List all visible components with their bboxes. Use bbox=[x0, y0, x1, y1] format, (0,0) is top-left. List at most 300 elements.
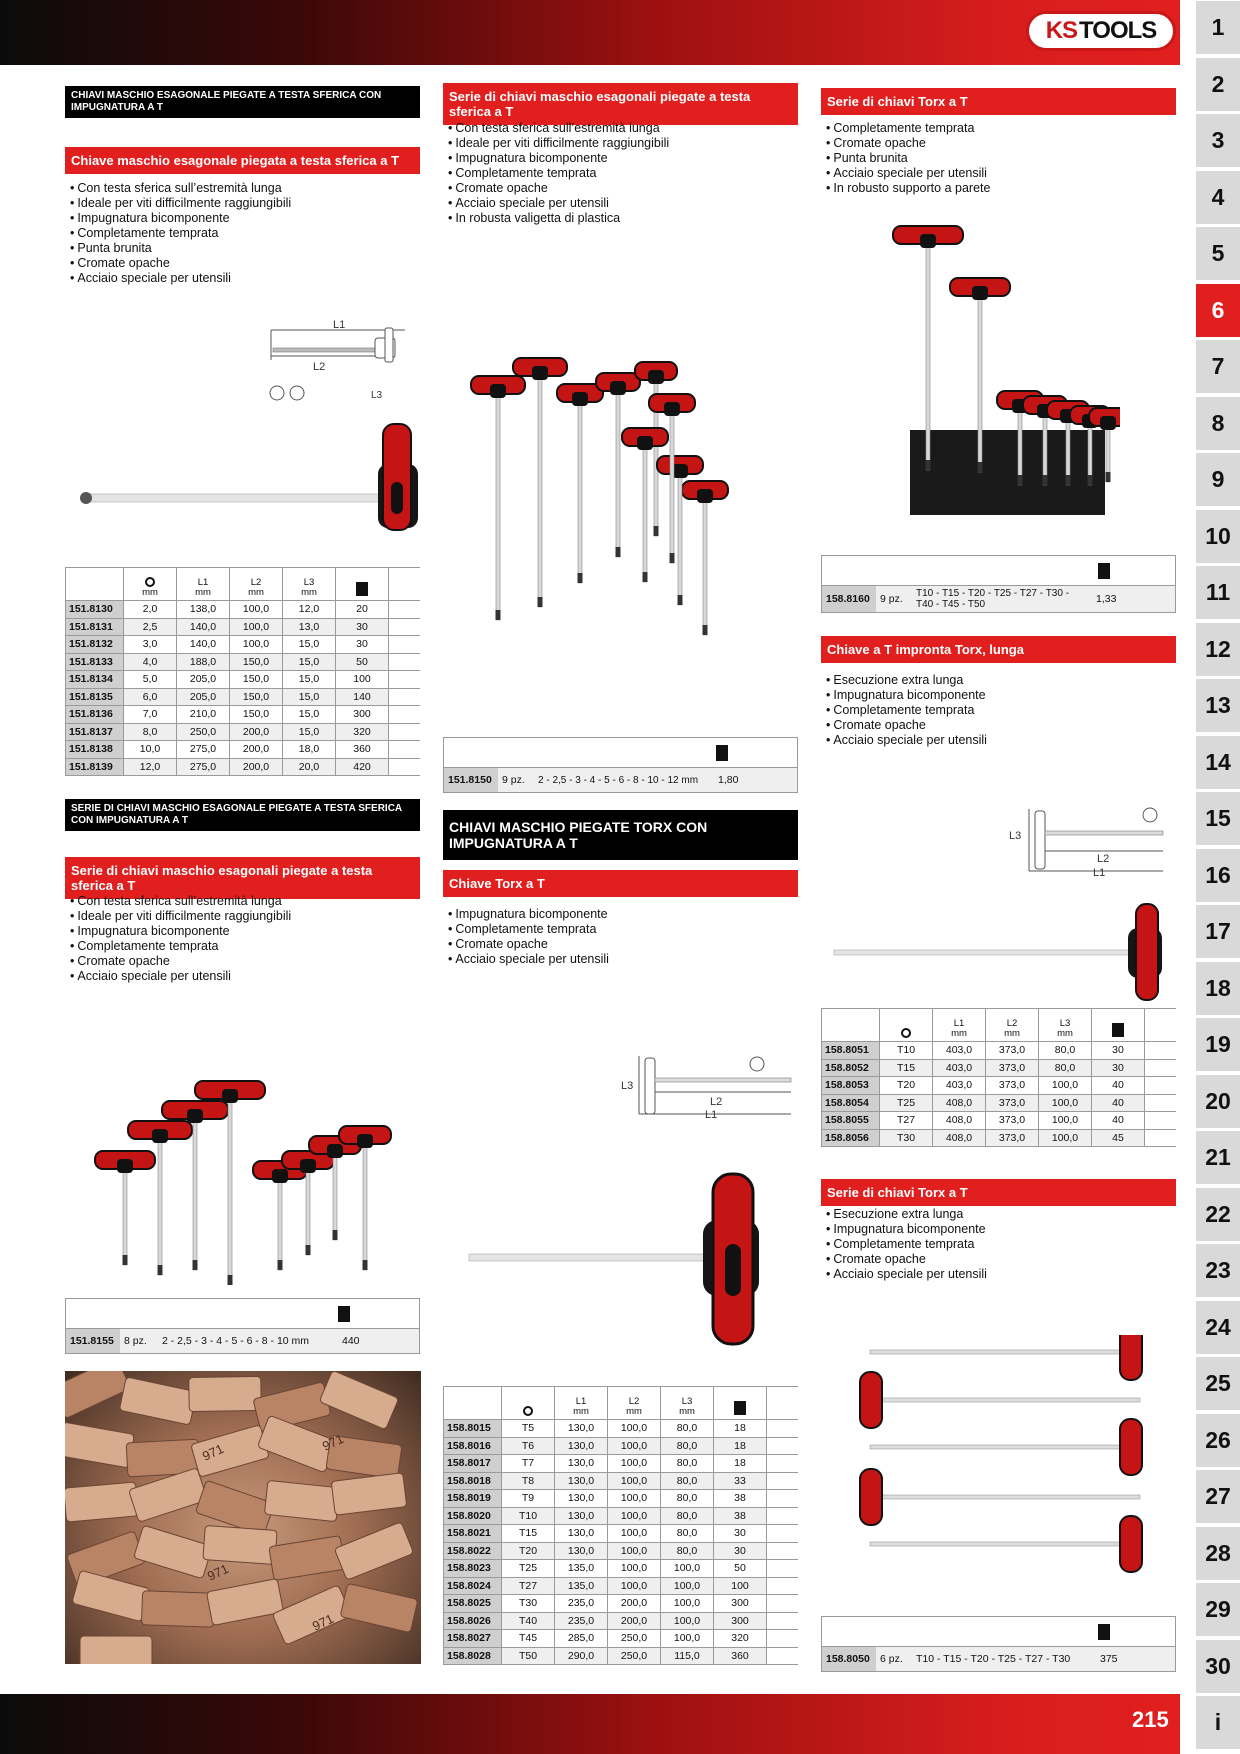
ingot-stamp: 971 bbox=[319, 1430, 346, 1454]
ingot-stamp: 971 bbox=[204, 1560, 231, 1584]
table-cell: 235,0 bbox=[555, 1612, 608, 1630]
feature-item: • In robusta valigetta di plastica bbox=[448, 211, 798, 226]
table-cell: T6 bbox=[502, 1437, 555, 1455]
feature-item: • Ideale per viti difficilmente raggiungibili bbox=[448, 136, 798, 151]
socket-size-icon bbox=[145, 577, 155, 587]
copper-ingot bbox=[206, 1578, 283, 1625]
table-cell: 135,0 bbox=[555, 1560, 608, 1578]
table-cell: 80,0 bbox=[661, 1472, 714, 1490]
column-header: L1 mm bbox=[555, 1387, 608, 1420]
ks-tools-logo[interactable] bbox=[1026, 11, 1176, 51]
tab-15[interactable]: 15 bbox=[1196, 792, 1240, 845]
feature-item: • Cromate opache bbox=[448, 181, 798, 196]
hex-key-dimension-diagram bbox=[265, 318, 420, 408]
table-cell: 373,0 bbox=[986, 1129, 1039, 1147]
table-cell: 100,0 bbox=[1039, 1129, 1092, 1147]
table-cell: 420 bbox=[336, 758, 389, 776]
copper-ingot bbox=[189, 1376, 262, 1411]
table-row bbox=[822, 1059, 1177, 1077]
table-cell: 100,0 bbox=[608, 1525, 661, 1543]
tab-22[interactable]: 22 bbox=[1196, 1188, 1240, 1241]
table-row bbox=[444, 1437, 799, 1455]
article-code: 158.8052 bbox=[822, 1059, 880, 1077]
table-cell: 12,0 bbox=[283, 601, 336, 619]
label-l2: L2 bbox=[313, 361, 326, 373]
copper-ingot bbox=[272, 1585, 352, 1645]
torx-key-image bbox=[465, 1172, 800, 1347]
table-cell: 360 bbox=[336, 741, 389, 759]
table-cell: 100,0 bbox=[608, 1560, 661, 1578]
table-cell: 130,0 bbox=[555, 1437, 608, 1455]
table-row bbox=[444, 1542, 799, 1560]
table-cell: 200,0 bbox=[608, 1612, 661, 1630]
left-product2-features bbox=[70, 894, 420, 984]
table-cell: T10 bbox=[502, 1507, 555, 1525]
copper-ingot bbox=[134, 1525, 213, 1579]
table-row bbox=[444, 1525, 799, 1543]
table-cell: T8 bbox=[502, 1472, 555, 1490]
feature-item: • Impugnatura bicomponente bbox=[448, 151, 798, 166]
feature-item: • Cromate opache bbox=[70, 954, 420, 969]
table-cell: 300 bbox=[714, 1595, 767, 1613]
left-spec-table bbox=[65, 567, 420, 776]
table-cell: 100,0 bbox=[1039, 1077, 1092, 1095]
article-code: 158.8027 bbox=[444, 1630, 502, 1648]
ingot-stamp: 971 bbox=[309, 1610, 336, 1634]
article-code: 158.8020 bbox=[444, 1507, 502, 1525]
table-cell: 45 bbox=[1092, 1129, 1145, 1147]
tab-21[interactable]: 21 bbox=[1196, 1131, 1240, 1184]
table-cell: 188,0 bbox=[177, 653, 230, 671]
table-cell: 80,0 bbox=[661, 1542, 714, 1560]
long-torx-key-0 bbox=[870, 1335, 1142, 1380]
long-torx-key-4 bbox=[870, 1516, 1142, 1572]
tab-12[interactable]: 12 bbox=[1196, 623, 1240, 676]
table-cell: 373,0 bbox=[986, 1042, 1039, 1060]
tab-24[interactable]: 24 bbox=[1196, 1301, 1240, 1354]
feature-item: • Acciaio speciale per utensili bbox=[826, 166, 1176, 181]
socket-size-icon bbox=[523, 1406, 533, 1416]
row-spacer bbox=[767, 1455, 799, 1473]
feature-item: • Esecuzione extra lunga bbox=[826, 673, 1176, 688]
row-spacer bbox=[1145, 1077, 1177, 1095]
table-cell: 373,0 bbox=[986, 1059, 1039, 1077]
table-cell: 80,0 bbox=[1039, 1059, 1092, 1077]
table-cell: 100,0 bbox=[608, 1472, 661, 1490]
row-spacer bbox=[767, 1612, 799, 1630]
table-cell: 80,0 bbox=[661, 1455, 714, 1473]
tab-2[interactable]: 2 bbox=[1196, 58, 1240, 111]
table-cell: 100 bbox=[336, 671, 389, 689]
tab-5[interactable]: 5 bbox=[1196, 227, 1240, 280]
table-cell: 80,0 bbox=[661, 1420, 714, 1438]
feature-item: • Con testa sferica sull’estremità lunga bbox=[448, 121, 798, 136]
table-cell: 80,0 bbox=[661, 1525, 714, 1543]
article-code: 151.8132 bbox=[66, 636, 124, 654]
feature-item: • Acciaio speciale per utensili bbox=[70, 271, 420, 286]
table-cell: 403,0 bbox=[933, 1077, 986, 1095]
table-cell: 100,0 bbox=[608, 1577, 661, 1595]
header-blank bbox=[822, 1009, 880, 1042]
table-cell: 30 bbox=[1092, 1059, 1145, 1077]
table-cell: 140,0 bbox=[177, 618, 230, 636]
set-pieces: 9 pz. bbox=[880, 593, 903, 605]
table-cell: 100,0 bbox=[661, 1595, 714, 1613]
row-spacer bbox=[767, 1472, 799, 1490]
article-code: 158.8018 bbox=[444, 1472, 502, 1490]
feature-item: • Ideale per viti difficilmente raggiungibili bbox=[70, 196, 420, 211]
tab-9[interactable]: 9 bbox=[1196, 453, 1240, 506]
set-sizes: T10 - T15 - T20 - T25 - T27 - T30 bbox=[916, 1653, 1071, 1665]
feature-item: • Cromate opache bbox=[826, 1252, 1176, 1267]
right-spec-table bbox=[821, 1008, 1176, 1147]
table-cell: 408,0 bbox=[933, 1094, 986, 1112]
tab-4[interactable]: 4 bbox=[1196, 171, 1240, 224]
long-torx-key-3 bbox=[860, 1469, 1140, 1525]
row-spacer bbox=[767, 1420, 799, 1438]
middle-product-features bbox=[448, 121, 798, 226]
feature-item: • Punta brunita bbox=[70, 241, 420, 256]
table-cell: 250,0 bbox=[177, 723, 230, 741]
table-cell: T10 bbox=[880, 1042, 933, 1060]
tab-i[interactable]: i bbox=[1196, 1696, 1240, 1749]
hex-key-1 bbox=[128, 1121, 192, 1275]
tab-28[interactable]: 28 bbox=[1196, 1527, 1240, 1580]
feature-item: • Esecuzione extra lunga bbox=[826, 1207, 1176, 1222]
header-spacer bbox=[389, 568, 421, 601]
article-code: 158.8015 bbox=[444, 1420, 502, 1438]
left-product1-title: Chiave maschio esagonale piegata a testa sferica a T bbox=[65, 147, 420, 174]
table-cell: 40 bbox=[1092, 1077, 1145, 1095]
feature-item: • Completamente temprata bbox=[70, 939, 420, 954]
label-l1: L1 bbox=[333, 319, 346, 331]
set-sizes: 2 - 2,5 - 3 - 4 - 5 - 6 - 8 - 10 mm bbox=[162, 1335, 310, 1347]
table-cell: 100,0 bbox=[230, 601, 283, 619]
table-cell: 15,0 bbox=[283, 723, 336, 741]
label-l3: L3 bbox=[1009, 830, 1022, 842]
table-cell: T27 bbox=[502, 1577, 555, 1595]
tab-20[interactable]: 20 bbox=[1196, 1075, 1240, 1128]
table-cell: 2,0 bbox=[124, 601, 177, 619]
table-cell: 130,0 bbox=[555, 1542, 608, 1560]
article-code: 158.8016 bbox=[444, 1437, 502, 1455]
set-weight: 1,80 bbox=[718, 774, 739, 786]
table-row bbox=[66, 618, 421, 636]
set-code: 158.8160 bbox=[822, 586, 876, 612]
table-cell: 18,0 bbox=[283, 741, 336, 759]
article-code: 151.8137 bbox=[66, 723, 124, 741]
table-cell: 150,0 bbox=[230, 653, 283, 671]
article-code: 158.8022 bbox=[444, 1542, 502, 1560]
table-cell: 30 bbox=[714, 1542, 767, 1560]
table-cell: 12,0 bbox=[124, 758, 177, 776]
table-cell: T5 bbox=[502, 1420, 555, 1438]
copper-ingot bbox=[203, 1526, 277, 1565]
long-torx-dimension-diagram bbox=[1005, 805, 1170, 880]
row-spacer bbox=[389, 636, 421, 654]
article-code: 158.8025 bbox=[444, 1595, 502, 1613]
table-cell: T40 bbox=[502, 1612, 555, 1630]
tab-27[interactable]: 27 bbox=[1196, 1470, 1240, 1523]
right-set1-summary bbox=[821, 555, 1176, 613]
table-cell: 30 bbox=[714, 1525, 767, 1543]
table-cell: 200,0 bbox=[230, 758, 283, 776]
row-spacer bbox=[767, 1560, 799, 1578]
column-header: L2 mm bbox=[986, 1009, 1039, 1042]
right-product3-title: Serie di chiavi Torx a T bbox=[821, 1179, 1176, 1206]
tab-13[interactable]: 13 bbox=[1196, 679, 1240, 732]
tab-6[interactable]: 6 bbox=[1196, 284, 1240, 337]
table-cell: T50 bbox=[502, 1647, 555, 1665]
hex-key-0 bbox=[95, 1151, 155, 1265]
table-cell: 320 bbox=[714, 1630, 767, 1648]
row-spacer bbox=[767, 1542, 799, 1560]
article-code: 151.8136 bbox=[66, 706, 124, 724]
hex-key-5 bbox=[282, 1151, 334, 1255]
feature-item: • Acciaio speciale per utensili bbox=[448, 952, 798, 967]
table-cell: 38 bbox=[714, 1490, 767, 1508]
tab-30[interactable]: 30 bbox=[1196, 1640, 1240, 1693]
copper-ingot bbox=[334, 1522, 413, 1580]
right-product2-title: Chiave a T impronta Torx, lunga bbox=[821, 636, 1176, 663]
feature-item: • Completamente temprata bbox=[826, 1237, 1176, 1252]
table-cell: 373,0 bbox=[986, 1077, 1039, 1095]
table-cell: T7 bbox=[502, 1455, 555, 1473]
article-code: 158.8017 bbox=[444, 1455, 502, 1473]
label-l2: L2 bbox=[1097, 853, 1110, 865]
case-hex-key-6 bbox=[657, 456, 703, 605]
tab-11[interactable]: 11 bbox=[1196, 566, 1240, 619]
table-cell: T25 bbox=[880, 1094, 933, 1112]
table-cell: 130,0 bbox=[555, 1420, 608, 1438]
header-blank bbox=[444, 1387, 502, 1420]
table-cell: 18 bbox=[714, 1455, 767, 1473]
unit-label: mm bbox=[142, 587, 158, 598]
row-spacer bbox=[767, 1595, 799, 1613]
tab-17[interactable]: 17 bbox=[1196, 905, 1240, 958]
article-code: 158.8023 bbox=[444, 1560, 502, 1578]
table-cell: 20,0 bbox=[283, 758, 336, 776]
set-weight: 375 bbox=[1100, 1653, 1118, 1665]
weight-icon bbox=[716, 745, 728, 761]
table-cell: 100,0 bbox=[608, 1490, 661, 1508]
tab-26[interactable]: 26 bbox=[1196, 1414, 1240, 1467]
row-spacer bbox=[389, 688, 421, 706]
column-header bbox=[714, 1387, 767, 1420]
row-spacer bbox=[767, 1577, 799, 1595]
table-cell: T20 bbox=[502, 1542, 555, 1560]
table-row bbox=[444, 1490, 799, 1508]
copper-ingot bbox=[319, 1371, 399, 1430]
tab-23[interactable]: 23 bbox=[1196, 1244, 1240, 1297]
table-row bbox=[66, 706, 421, 724]
article-code: 158.8026 bbox=[444, 1612, 502, 1630]
table-row bbox=[444, 1647, 799, 1665]
row-spacer bbox=[1145, 1112, 1177, 1130]
row-spacer bbox=[389, 758, 421, 776]
table-cell: 130,0 bbox=[555, 1525, 608, 1543]
table-cell: 140,0 bbox=[177, 636, 230, 654]
article-code: 151.8131 bbox=[66, 618, 124, 636]
table-cell: T27 bbox=[880, 1112, 933, 1130]
tab-1[interactable]: 1 bbox=[1196, 1, 1240, 54]
table-cell: 403,0 bbox=[933, 1042, 986, 1060]
torx-dimension-diagram bbox=[615, 1050, 805, 1120]
column-header: L1 mm bbox=[177, 568, 230, 601]
left-category-title: CHIAVI MASCHIO ESAGONALE PIEGATE A TESTA SFERICA CON IMPUGNATURA A T bbox=[65, 86, 420, 118]
row-spacer bbox=[389, 653, 421, 671]
article-code: 151.8139 bbox=[66, 758, 124, 776]
table-row bbox=[66, 653, 421, 671]
long-torx-key-1 bbox=[860, 1372, 1140, 1428]
table-cell: 15,0 bbox=[283, 671, 336, 689]
table-cell: 50 bbox=[336, 653, 389, 671]
left-set-summary bbox=[65, 1298, 420, 1354]
row-spacer bbox=[389, 671, 421, 689]
table-cell: 15,0 bbox=[283, 653, 336, 671]
table-cell: 100,0 bbox=[230, 618, 283, 636]
table-cell: 235,0 bbox=[555, 1595, 608, 1613]
table-cell: 200,0 bbox=[230, 741, 283, 759]
table-cell: 320 bbox=[336, 723, 389, 741]
table-cell: 15,0 bbox=[283, 636, 336, 654]
case-hex-key-5 bbox=[682, 481, 728, 635]
table-row bbox=[444, 1472, 799, 1490]
table-cell: 100,0 bbox=[661, 1577, 714, 1595]
torx-product-features bbox=[448, 907, 798, 967]
feature-item: • In robusto supporto a parete bbox=[826, 181, 1176, 196]
row-spacer bbox=[1145, 1059, 1177, 1077]
table-cell: 300 bbox=[336, 706, 389, 724]
right-set3-summary bbox=[821, 1616, 1176, 1672]
copper-ingot bbox=[65, 1371, 131, 1419]
feature-item: • Completamente temprata bbox=[70, 226, 420, 241]
table-cell: T30 bbox=[502, 1595, 555, 1613]
table-row bbox=[66, 636, 421, 654]
table-row bbox=[66, 741, 421, 759]
tab-25[interactable]: 25 bbox=[1196, 1357, 1240, 1410]
feature-item: • Cromate opache bbox=[826, 718, 1176, 733]
table-cell: 100,0 bbox=[608, 1420, 661, 1438]
table-cell: 100,0 bbox=[608, 1455, 661, 1473]
table-row bbox=[66, 758, 421, 776]
table-cell: 200,0 bbox=[608, 1595, 661, 1613]
left-product1-features bbox=[70, 181, 420, 286]
row-spacer bbox=[767, 1630, 799, 1648]
page-number: 215 bbox=[1132, 1707, 1169, 1732]
feature-item: • Acciaio speciale per utensili bbox=[826, 1267, 1176, 1282]
table-cell: 40 bbox=[1092, 1112, 1145, 1130]
table-cell: 100,0 bbox=[608, 1542, 661, 1560]
table-cell: 7,0 bbox=[124, 706, 177, 724]
feature-item: • Con testa sferica sull’estremità lunga bbox=[70, 181, 420, 196]
table-cell: 30 bbox=[336, 636, 389, 654]
table-cell: T15 bbox=[502, 1525, 555, 1543]
article-code: 151.8138 bbox=[66, 741, 124, 759]
case-hex-key-7 bbox=[622, 428, 668, 582]
middle-product-title: Serie di chiavi maschio esagonali piegate a testa sferica a T bbox=[443, 83, 798, 125]
column-header: L3 mm bbox=[661, 1387, 714, 1420]
copper-ingot bbox=[72, 1570, 150, 1621]
label-l1: L1 bbox=[1093, 867, 1106, 879]
feature-item: • Ideale per viti difficilmente raggiungibili bbox=[70, 909, 420, 924]
tab-3[interactable]: 3 bbox=[1196, 114, 1240, 167]
feature-item: • Punta brunita bbox=[826, 151, 1176, 166]
table-cell: 100,0 bbox=[608, 1507, 661, 1525]
tab-29[interactable]: 29 bbox=[1196, 1583, 1240, 1636]
table-row bbox=[66, 601, 421, 619]
table-row bbox=[444, 1507, 799, 1525]
case-hex-key-0 bbox=[471, 376, 525, 620]
table-row bbox=[66, 688, 421, 706]
set-code: 151.8150 bbox=[444, 768, 498, 792]
article-code: 158.8021 bbox=[444, 1525, 502, 1543]
table-cell: 130,0 bbox=[555, 1507, 608, 1525]
feature-item: • Acciaio speciale per utensili bbox=[70, 969, 420, 984]
wall-holder bbox=[910, 430, 1105, 515]
feature-item: • Impugnatura bicomponente bbox=[70, 924, 420, 939]
table-cell: T9 bbox=[502, 1490, 555, 1508]
row-spacer bbox=[767, 1507, 799, 1525]
feature-item: • Impugnatura bicomponente bbox=[826, 1222, 1176, 1237]
table-cell: 5,0 bbox=[124, 671, 177, 689]
tab-19[interactable]: 19 bbox=[1196, 1018, 1240, 1071]
article-code: 158.8054 bbox=[822, 1094, 880, 1112]
table-cell: 373,0 bbox=[986, 1112, 1039, 1130]
tab-10[interactable]: 10 bbox=[1196, 510, 1240, 563]
article-code: 158.8024 bbox=[444, 1577, 502, 1595]
right-product1-features bbox=[826, 121, 1176, 196]
tab-8[interactable]: 8 bbox=[1196, 397, 1240, 450]
table-cell: 33 bbox=[714, 1472, 767, 1490]
column-header bbox=[502, 1387, 555, 1420]
row-spacer bbox=[389, 723, 421, 741]
table-cell: 80,0 bbox=[661, 1437, 714, 1455]
row-spacer bbox=[767, 1490, 799, 1508]
feature-item: • Cromate opache bbox=[448, 937, 798, 952]
row-spacer bbox=[389, 706, 421, 724]
table-cell: 15,0 bbox=[283, 688, 336, 706]
table-cell: 275,0 bbox=[177, 741, 230, 759]
table-cell: 300 bbox=[714, 1612, 767, 1630]
set-pieces: 9 pz. bbox=[502, 774, 525, 786]
tab-18[interactable]: 18 bbox=[1196, 962, 1240, 1015]
copper-ingots-photo bbox=[65, 1371, 421, 1664]
table-row bbox=[444, 1577, 799, 1595]
feature-item: • Impugnatura bicomponente bbox=[448, 907, 798, 922]
case-hex-key-3 bbox=[596, 373, 640, 557]
table-cell: 50 bbox=[714, 1560, 767, 1578]
table-cell: 150,0 bbox=[230, 688, 283, 706]
column-header: L2 mm bbox=[230, 568, 283, 601]
table-cell: 205,0 bbox=[177, 688, 230, 706]
hex-key-set-image bbox=[80, 1045, 415, 1285]
label-l3: L3 bbox=[621, 1080, 634, 1092]
article-code: 151.8133 bbox=[66, 653, 124, 671]
table-row bbox=[444, 1630, 799, 1648]
tab-7[interactable]: 7 bbox=[1196, 340, 1240, 393]
hex-key-4 bbox=[253, 1161, 307, 1270]
table-cell: 4,0 bbox=[124, 653, 177, 671]
feature-item: • Completamente temprata bbox=[826, 121, 1176, 136]
tab-16[interactable]: 16 bbox=[1196, 849, 1240, 902]
table-cell: 403,0 bbox=[933, 1059, 986, 1077]
right-product2-features bbox=[826, 673, 1176, 748]
table-cell: 290,0 bbox=[555, 1647, 608, 1665]
copper-ingot bbox=[269, 1536, 345, 1581]
weight-icon bbox=[338, 1306, 350, 1322]
tab-14[interactable]: 14 bbox=[1196, 736, 1240, 789]
